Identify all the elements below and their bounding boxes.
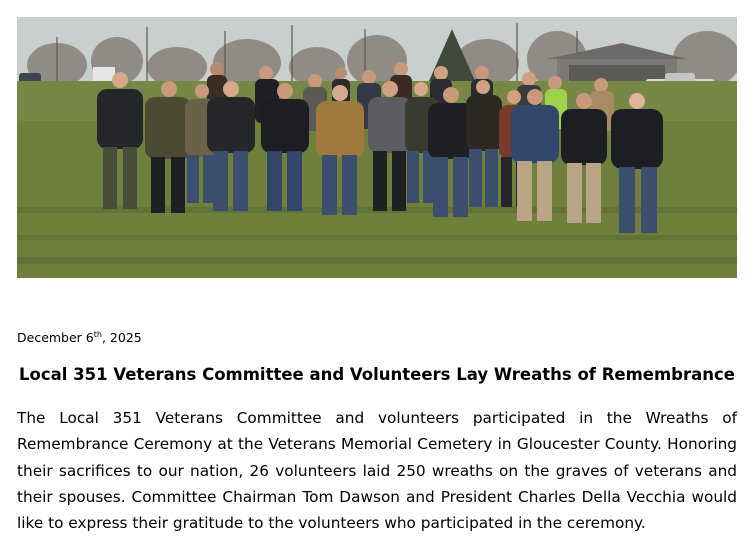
article-body: The Local 351 Veterans Committee and volunteers participated in the Wreaths of Remembrance Ceremony at the Veterans Memorial Cemetery in Gloucester County. Honoring their sacrifices to our nation, 26 volunteers laid 250 wreaths on the graves of veterans and their spouses. Committee Chairman Tom Dawson and President Charles Della Vecchia would like to express their gratitude to the volunteers who participated in the ceremony. [17, 409, 737, 533]
group-photo-illustration [17, 17, 737, 278]
date-year: , 2025 [101, 330, 142, 345]
group-photo [17, 17, 737, 278]
article-date [17, 330, 142, 346]
date-ordinal-suffix: th [93, 330, 102, 339]
date-day: December 6 [17, 330, 94, 345]
article-headline: Local 351 Veterans Committee and Volunteers Lay Wreaths of Remembrance [19, 365, 735, 384]
distant-building [93, 67, 115, 81]
